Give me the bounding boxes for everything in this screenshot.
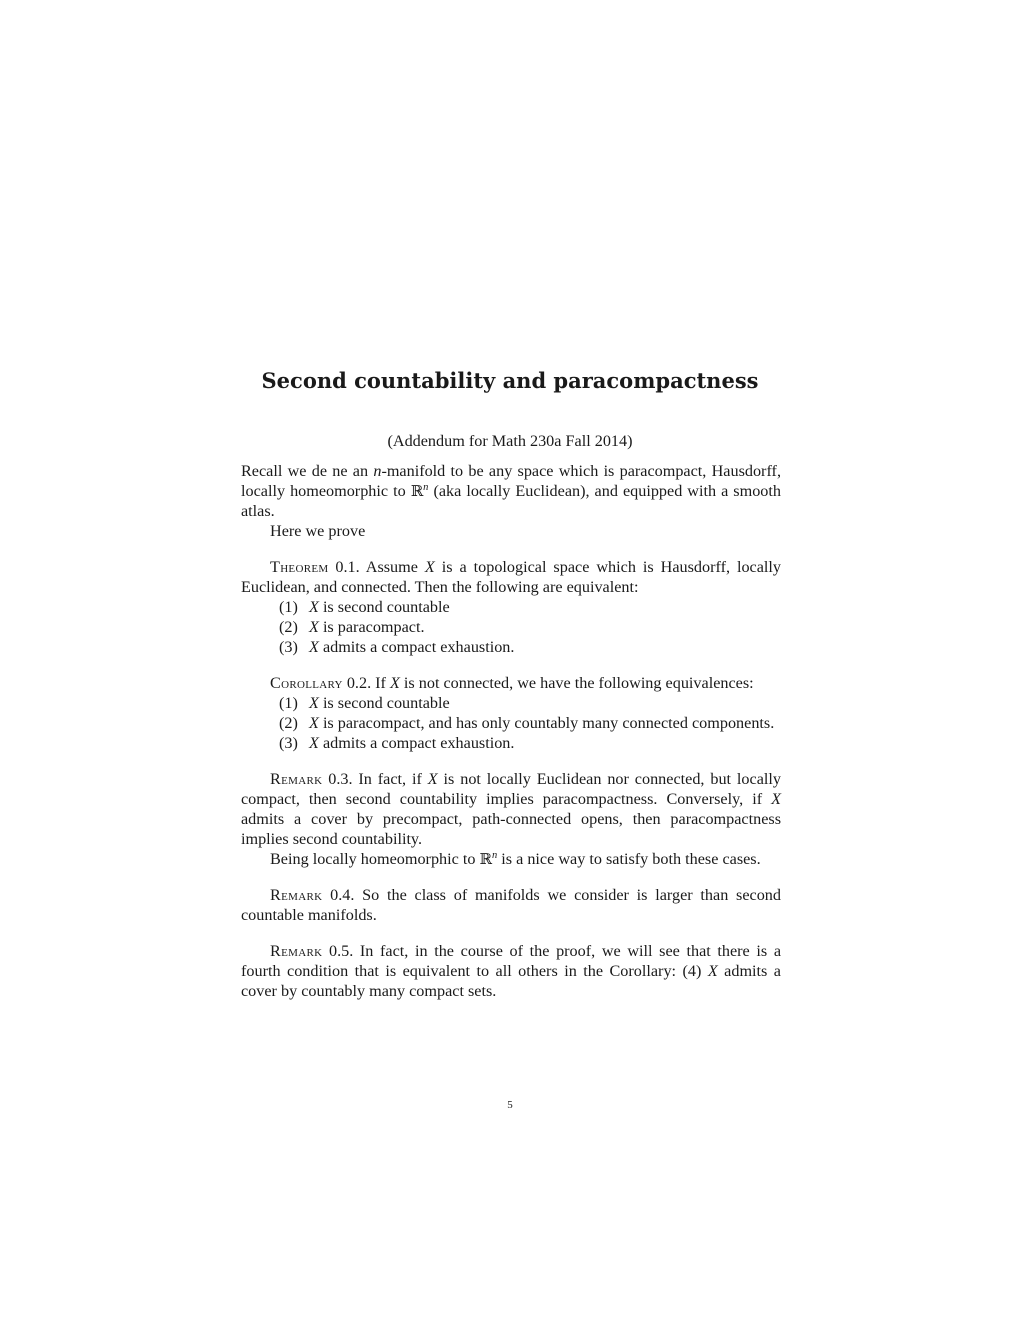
list-item: (1) X is second countable: [279, 694, 450, 712]
page-title: Second countability and paracompactness: [261, 368, 759, 393]
body-text: [241, 461, 781, 1017]
remark-label: Remark: [270, 942, 323, 960]
theorem-list: [241, 597, 781, 657]
intro-paragraph: Recall we de ne an n-manifold to be any space which is paracompact, Hausdorff, locally homeomorphic to ℝ$^n$ (aka locally Euclidean), and equipped with a smooth atlas.: [241, 462, 781, 520]
remark-label: Remark: [270, 770, 323, 788]
remark-0-3: Remark 0.3. In fact, if X is not locally Euclidean nor connected, but locally compact, then second countability implies paracompactness. Conversely, if X admits a cover by precompact, path-connected opens, then paracompactness implies second countability. Being locally homeomorphic to ℝ$^n$ is a nice way to satisfy both these cases.: [241, 770, 781, 868]
list-item: (3) X admits a compact exhaustion.: [279, 734, 515, 752]
intro-paragraph-2: Here we prove: [270, 522, 366, 540]
remark-label: Remark: [270, 886, 323, 904]
page-subtitle: (Addendum for Math 230a Fall 2014): [387, 432, 633, 450]
remark-0-4: Remark 0.4. So the class of manifolds we consider is larger than second countable manifolds.: [241, 886, 781, 924]
corollary-list: [241, 693, 781, 753]
theorem-0-1: Theorem 0.1. Assume X is a topological space which is Hausdorff, locally Euclidean, and connected. Then the following are equivalent: (1) X is second countable (2) X is paracompact. (3) X admits a compact exhaustion.: [241, 558, 782, 656]
theorem-label: Theorem: [270, 558, 329, 576]
list-item: (1) X is second countable: [279, 598, 450, 616]
corollary-label: Corollary: [270, 674, 343, 692]
page-number: 5: [507, 1099, 513, 1111]
list-item: (3) X admits a compact exhaustion.: [279, 638, 515, 656]
corollary-0-2: Corollary 0.2. If X is not connected, we have the following equivalences: (1) X is second countable (2) X is paracompact, and has only countably many connected components. (3) X admits a compact exhaustion.: [241, 673, 781, 753]
remark-0-5: Remark 0.5. In fact, in the course of the proof, we will see that there is a fourth condition that is equivalent to all others in the Corollary: (4) X admits a cover by countably many compact sets.: [241, 942, 782, 1000]
list-item: (2) X is paracompact.: [279, 618, 425, 636]
list-item: (2) X is paracompact, and has only countably many connected components.: [279, 714, 775, 732]
